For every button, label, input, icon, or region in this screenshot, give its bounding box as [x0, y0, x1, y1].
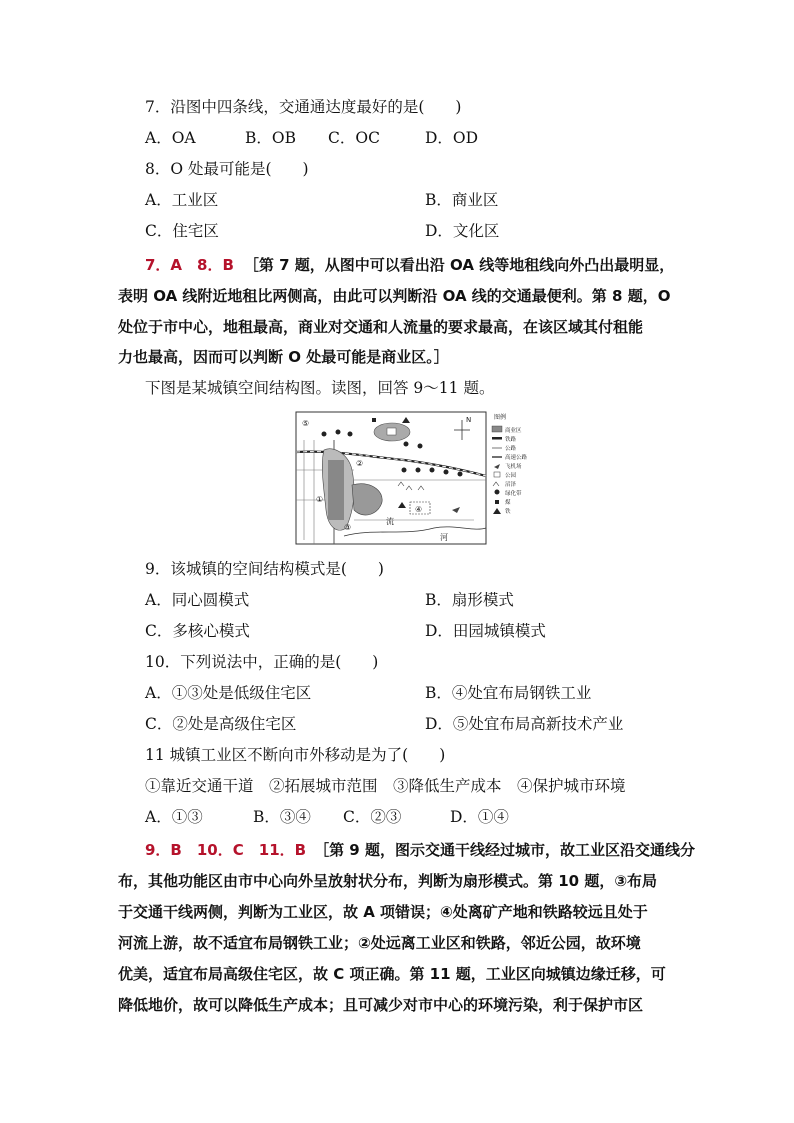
q11-option-c[interactable]: C．②③ [343, 808, 402, 826]
legend-coal: 煤 [505, 500, 511, 506]
answer-9-11-line-3: 河流上游，故不适宜布局钢铁工业；②处远离工业区和铁路，邻近公园，故环境 [118, 934, 641, 952]
river-char-2: 河 [440, 533, 448, 542]
legend-marsh-swatch [493, 482, 499, 486]
answer-7-8-line-1: 表明 OA 线附近地租比两侧高，由此可以判断沿 OA 线的交通最便利。第 8 题，O [118, 287, 671, 305]
legend-title: 图例 [494, 414, 507, 421]
map-label-1: ① [316, 495, 324, 504]
legend-airport: 飞机场 [505, 464, 522, 470]
cbd-core [328, 460, 344, 520]
q7-option-b[interactable]: B．OB [245, 129, 296, 147]
answer-9-11-line-1: 布，其他功能区由市中心向外呈放射状分布，判断为扇形模式。第 10 题，③布局 [118, 872, 658, 890]
legend-commercial: 商业区 [505, 428, 522, 434]
answer-9-11-first-line [145, 840, 695, 860]
legend-railway: 铁路 [505, 437, 517, 443]
answer-7-8-line-2: 处位于市中心，地租最高，商业对交通和人流量的要求最高，在该区域其付租能 [118, 318, 644, 336]
legend-airport-swatch [494, 464, 500, 469]
q10-stem: 10．下列说法中，正确的是( ) [145, 653, 379, 671]
q9-option-a[interactable]: A．同心圆模式 [145, 591, 250, 609]
city-structure-map [294, 410, 534, 546]
q7-option-a[interactable]: A．OA [145, 129, 196, 147]
map-legend [492, 413, 528, 515]
answer-9-11-line-0: ［第 9 题，图示交通干线经过城市，故工业区沿交通线分 [314, 841, 695, 859]
q7-stem: 7．沿图中四条线，交通通达度最好的是( ) [145, 98, 462, 116]
legend-greenbelt-swatch [495, 490, 500, 495]
legend-park: 公园 [505, 473, 517, 479]
answer-9-11-line-4: 优美，适宜布局高级住宅区，故 C 项正确。第 11 题，工业区向城镇边缘迁移，可 [118, 965, 666, 983]
figure-intro: 下图是某城镇空间结构图。读图，回答 9～11 题。 [145, 379, 495, 397]
answer-9-11-key: 9．B 10．C 11．B [145, 841, 307, 859]
map-label-3: ③ [344, 523, 352, 532]
q11-option-d[interactable]: D．①④ [450, 808, 509, 826]
answer-7-8-line-0: ［第 7 题，从图中可以看出沿 OA 线等地租线向外凸出最明显， [243, 256, 675, 274]
q8-option-b[interactable]: B．商业区 [425, 191, 499, 209]
answer-9-11-line-5: 降低地价，故可以降低生产成本；且可减少对市中心的环境污染，利于保护市区 [118, 996, 644, 1014]
legend-coal-swatch [495, 500, 499, 504]
q11-option-b[interactable]: B．③④ [253, 808, 311, 826]
legend-iron: 铁 [505, 509, 511, 515]
park-symbol [387, 428, 396, 435]
map-label-4: ④ [415, 505, 423, 514]
q8-option-c[interactable]: C．住宅区 [145, 222, 219, 240]
q10-option-c[interactable]: C．②处是高级住宅区 [145, 715, 297, 733]
legend-marsh: 沼泽 [505, 482, 517, 488]
answer-7-8-key: 7．A 8．B [145, 256, 234, 274]
q10-option-d[interactable]: D．⑤处宜布局高新技术产业 [425, 715, 624, 733]
legend-road: 公路 [505, 446, 517, 452]
q10-option-a[interactable]: A．①③处是低级住宅区 [145, 684, 312, 702]
q11-stem: 11 城镇工业区不断向市外移动是为了( ) [145, 746, 446, 764]
q9-option-b[interactable]: B．扇形模式 [425, 591, 514, 609]
q10-option-b[interactable]: B．④处宜布局钢铁工业 [425, 684, 592, 702]
legend-commercial-swatch [492, 426, 502, 432]
q11-option-a[interactable]: A．①③ [145, 808, 203, 826]
q9-option-d[interactable]: D．田园城镇模式 [425, 622, 546, 640]
map-label-5: ⑤ [302, 419, 310, 428]
q11-items: ①靠近交通干道 ②拓展城市范围 ③降低生产成本 ④保护城市环境 [145, 777, 626, 795]
legend-highway: 高速公路 [505, 455, 528, 461]
legend-greenbelt: 绿化带 [505, 491, 522, 497]
legend-railway-swatch [492, 437, 502, 440]
q9-option-c[interactable]: C．多核心模式 [145, 622, 250, 640]
q7-option-d[interactable]: D．OD [425, 129, 479, 147]
q7-option-c[interactable]: C．OC [328, 129, 380, 147]
q8-option-a[interactable]: A．工业区 [145, 191, 219, 209]
q9-stem: 9．该城镇的空间结构模式是( ) [145, 560, 384, 578]
coal-icon [372, 418, 376, 422]
map-label-2: ② [356, 459, 364, 468]
river-char-1: 流 [386, 517, 394, 526]
legend-iron-swatch [493, 508, 501, 514]
q8-option-d[interactable]: D．文化区 [425, 222, 500, 240]
legend-park-swatch [494, 472, 500, 477]
answer-9-11-line-2: 于交通干线两侧，判断为工业区，故 A 项错误；④处离矿产地和铁路较远且处于 [118, 903, 648, 921]
answer-7-8-line-3: 力也最高，因而可以判断 O 处最可能是商业区。］ [118, 348, 449, 366]
answer-7-8-first-line [145, 255, 674, 275]
north-label: N [466, 416, 472, 424]
q8-stem: 8．O 处最可能是( ) [145, 160, 309, 178]
